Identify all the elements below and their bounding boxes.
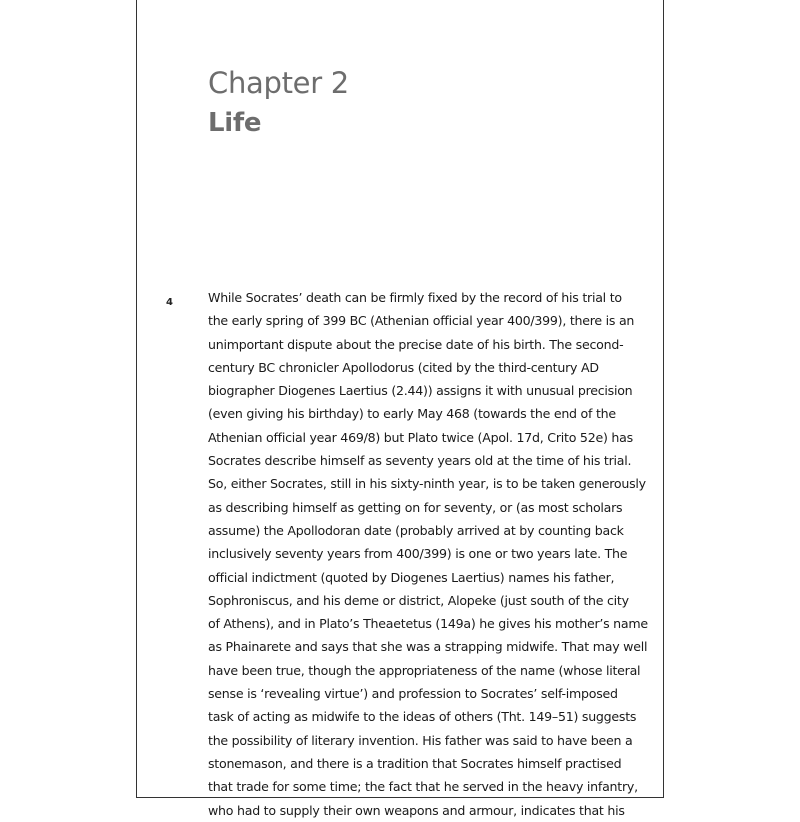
- body-line: Athenian official year 469/8) but Plato twice (Apol. 17d, Crito 52e) has: [208, 429, 633, 445]
- body-line: inclusively seventy years from 400/399) is one or two years late. The: [208, 546, 628, 562]
- body-line: as Phainarete and says that she was a strapping midwife. That may well: [208, 639, 648, 655]
- body-line: the early spring of 399 BC (Athenian official year 400/399), there is an: [208, 313, 635, 329]
- body-line: as describing himself as getting on for seventy, or (as most scholars: [208, 499, 623, 515]
- chapter-title: Life: [208, 108, 262, 138]
- body-line: have been true, though the appropriateness of the name (whose literal: [208, 662, 641, 678]
- body-line: biographer Diogenes Laertius (2.44)) assigns it with unusual precision: [208, 383, 633, 399]
- body-line: So, either Socrates, still in his sixty-ninth year, is to be taken generously: [208, 476, 646, 492]
- page-number: 4: [166, 297, 173, 308]
- body-line: (even giving his birthday) to early May 468 (towards the end of the: [208, 406, 616, 422]
- body-line: who had to supply their own weapons and armour, indicates that his: [208, 802, 625, 818]
- chapter-label: Chapter 2: [208, 66, 349, 100]
- body-text: [208, 286, 648, 822]
- body-line: Socrates describe himself as seventy years old at the time of his trial.: [208, 453, 632, 469]
- body-line: sense is ‘revealing virtue’) and profession to Socrates’ self-imposed: [208, 686, 618, 702]
- body-line: unimportant dispute about the precise date of his birth. The second-: [208, 336, 624, 352]
- body-line: of Athens), and in Plato’s Theaetetus (149a) he gives his mother’s name: [208, 616, 648, 632]
- body-line: the possibility of literary invention. His father was said to have been a: [208, 732, 633, 748]
- body-line: stonemason, and there is a tradition that Socrates himself practised: [208, 755, 622, 771]
- body-line: assume) the Apollodoran date (probably arrived at by counting back: [208, 522, 624, 538]
- body-line: century BC chronicler Apollodorus (cited by the third-century AD: [208, 359, 599, 375]
- body-line: official indictment (quoted by Diogenes Laertius) names his father,: [208, 569, 615, 585]
- body-line: While Socrates’ death can be firmly fixed by the record of his trial to: [208, 290, 622, 305]
- body-line: Sophroniscus, and his deme or district, Alopeke (just south of the city: [208, 592, 629, 608]
- body-line: that trade for some time; the fact that he served in the heavy infantry,: [208, 779, 638, 795]
- body-line: task of acting as midwife to the ideas of others (Tht. 149–51) suggests: [208, 709, 637, 725]
